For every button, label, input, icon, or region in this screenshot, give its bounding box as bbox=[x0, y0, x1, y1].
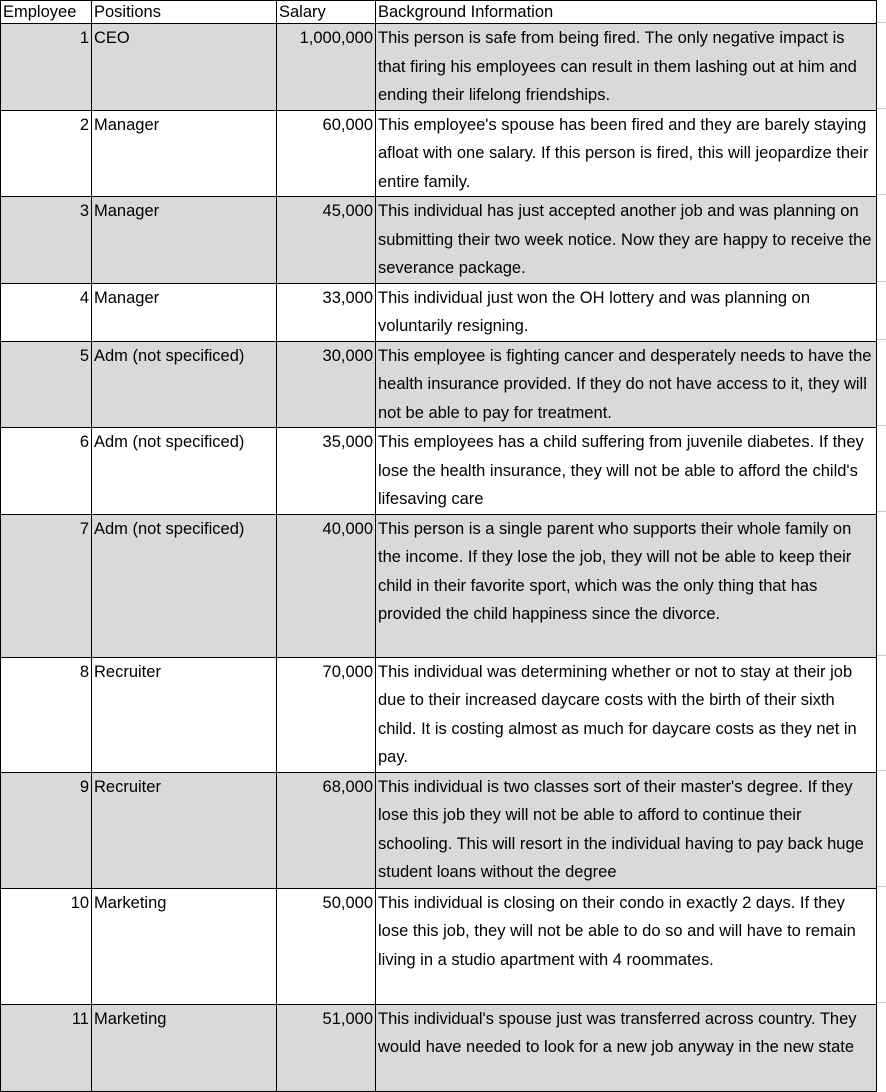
table-row bbox=[1, 657, 877, 772]
gridline-stub bbox=[877, 108, 886, 109]
header-row bbox=[1, 1, 877, 24]
header-positions[interactable]: Positions bbox=[92, 1, 277, 24]
table-row bbox=[1, 341, 877, 428]
position-cell[interactable]: Recruiter bbox=[92, 772, 277, 888]
salary-cell[interactable]: 51,000 bbox=[277, 1004, 376, 1091]
table-row bbox=[1, 1004, 877, 1091]
employee-cell[interactable]: 1 bbox=[1, 24, 92, 111]
position-cell[interactable]: Recruiter bbox=[92, 657, 277, 772]
employee-cell[interactable]: 9 bbox=[1, 772, 92, 888]
position-cell[interactable]: Marketing bbox=[92, 888, 277, 1004]
table-row bbox=[1, 888, 877, 1004]
gridline-stub bbox=[877, 22, 886, 23]
gridline-stub bbox=[877, 281, 886, 282]
employee-cell[interactable]: 5 bbox=[1, 341, 92, 428]
salary-cell[interactable]: 33,000 bbox=[277, 283, 376, 341]
header-background[interactable]: Background Information bbox=[376, 1, 877, 24]
gridline-stub bbox=[877, 1002, 886, 1003]
employee-cell[interactable]: 2 bbox=[1, 110, 92, 197]
gridline-stub bbox=[877, 770, 886, 771]
background-cell[interactable]: This employee's spouse has been fired and they are barely staying afloat with one salary. If this person is fired, this will jeopardize their entire family. bbox=[376, 110, 877, 197]
gridline-stub bbox=[877, 194, 886, 195]
position-cell[interactable]: Adm (not specificed) bbox=[92, 514, 277, 657]
table-row bbox=[1, 110, 877, 197]
salary-cell[interactable]: 68,000 bbox=[277, 772, 376, 888]
background-cell[interactable]: This employees has a child suffering from juvenile diabetes. If they lose the health insurance, they will not be able to afford the child's lifesaving care bbox=[376, 428, 877, 515]
table-row bbox=[1, 24, 877, 111]
gridline-stub bbox=[877, 425, 886, 426]
table-row bbox=[1, 283, 877, 341]
table-row bbox=[1, 772, 877, 888]
position-cell[interactable]: Manager bbox=[92, 283, 277, 341]
position-cell[interactable]: Adm (not specificed) bbox=[92, 428, 277, 515]
gridline-stub bbox=[877, 511, 886, 512]
salary-cell[interactable]: 45,000 bbox=[277, 197, 376, 284]
salary-cell[interactable]: 30,000 bbox=[277, 341, 376, 428]
employee-cell[interactable]: 7 bbox=[1, 514, 92, 657]
position-cell[interactable]: Manager bbox=[92, 110, 277, 197]
table-row bbox=[1, 197, 877, 284]
background-cell[interactable]: This person is a single parent who supports their whole family on the income. If they lose the job, they will not be able to keep their child in their favorite sport, which was the only thing that has provided the child happiness since the divorce. bbox=[376, 514, 877, 657]
gridline-stub bbox=[877, 886, 886, 887]
table-row bbox=[1, 428, 877, 515]
background-cell[interactable]: This individual just won the OH lottery and was planning on voluntarily resigning. bbox=[376, 283, 877, 341]
background-cell[interactable]: This employee is fighting cancer and desperately needs to have the health insurance provided. If they do not have access to it, they will not be able to pay for treatment. bbox=[376, 341, 877, 428]
position-cell[interactable]: Manager bbox=[92, 197, 277, 284]
employee-cell[interactable]: 3 bbox=[1, 197, 92, 284]
background-cell[interactable]: This individual is closing on their condo in exactly 2 days. If they lose this job, they will not be able to do so and will have to remain living in a studio apartment with 4 roommates. bbox=[376, 888, 877, 1004]
position-cell[interactable]: CEO bbox=[92, 24, 277, 111]
salary-cell[interactable]: 1,000,000 bbox=[277, 24, 376, 111]
salary-cell[interactable]: 40,000 bbox=[277, 514, 376, 657]
background-cell[interactable]: This individual's spouse just was transferred across country. They would have needed to look for a new job anyway in the new state bbox=[376, 1004, 877, 1091]
employee-cell[interactable]: 4 bbox=[1, 283, 92, 341]
background-cell[interactable]: This person is safe from being fired. The only negative impact is that firing his employees can result in them lashing out at him and ending their lifelong friendships. bbox=[376, 24, 877, 111]
position-cell[interactable]: Adm (not specificed) bbox=[92, 341, 277, 428]
salary-cell[interactable]: 70,000 bbox=[277, 657, 376, 772]
background-cell[interactable]: This individual has just accepted another job and was planning on submitting their two week notice. Now they are happy to receive the severance package. bbox=[376, 197, 877, 284]
header-employee[interactable]: Employee bbox=[1, 1, 92, 24]
gridline-stub bbox=[877, 339, 886, 340]
employee-cell[interactable]: 11 bbox=[1, 1004, 92, 1091]
background-cell[interactable]: This individual was determining whether or not to stay at their job due to their increased daycare costs with the birth of their sixth child. It is costing almost as much for daycare costs as they net in pay. bbox=[376, 657, 877, 772]
salary-cell[interactable]: 50,000 bbox=[277, 888, 376, 1004]
position-cell[interactable]: Marketing bbox=[92, 1004, 277, 1091]
table-row bbox=[1, 514, 877, 657]
employee-cell[interactable]: 10 bbox=[1, 888, 92, 1004]
employee-cell[interactable]: 6 bbox=[1, 428, 92, 515]
background-cell[interactable]: This individual is two classes sort of their master's degree. If they lose this job they will not be able to afford to continue their schooling. This will resort in the individual having to pay back huge student loans without the degree bbox=[376, 772, 877, 888]
header-salary[interactable]: Salary bbox=[277, 1, 376, 24]
gridline-stub bbox=[877, 655, 886, 656]
salary-cell[interactable]: 35,000 bbox=[277, 428, 376, 515]
salary-cell[interactable]: 60,000 bbox=[277, 110, 376, 197]
employee-cell[interactable]: 8 bbox=[1, 657, 92, 772]
